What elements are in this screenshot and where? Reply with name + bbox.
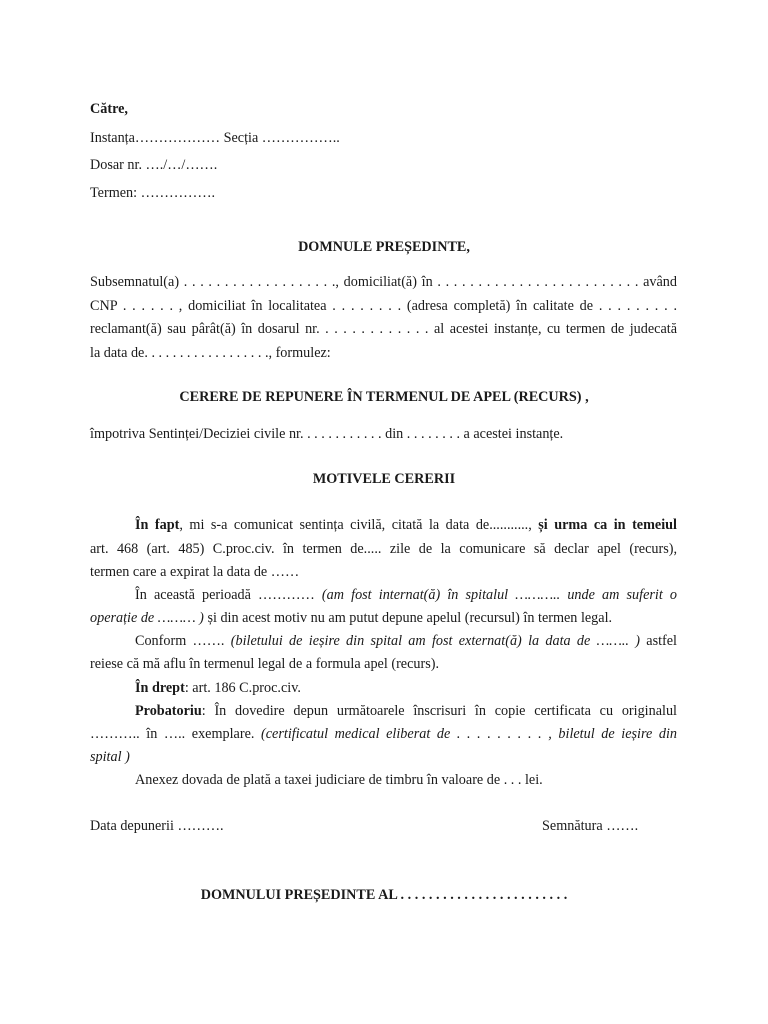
period-text-2: și din acest motiv nu am putut depune apelul (recursul) în termen legal. xyxy=(203,610,613,626)
according-italic: (biletului de ieșire din spital am fost externat(ă) la data de …….. ) xyxy=(230,633,640,649)
closing-address: DOMNULUI PREȘEDINTE AL . . . . . . . . . . . . . . . . . . . . . . . . xyxy=(200,887,568,903)
facts-line-1 xyxy=(135,518,677,532)
evidence-italic-1: (certificatul medical eliberat de . . . . . . . . . , biletul de ieșire din xyxy=(261,726,677,742)
facts-line-2: art. 468 (art. 485) C.proc.civ. în termen de..... zile de la comunicare să declar apel (recurs), xyxy=(90,541,677,557)
evidence-line-3: spital ) xyxy=(90,749,130,765)
evidence-text-2: ……….. în ….. exemplare. xyxy=(90,726,262,742)
court-section-line: Instanța……………… Secția …………….. xyxy=(90,130,340,146)
legal-basis-text: : art. 186 C.proc.civ. xyxy=(184,680,301,696)
period-line-2 xyxy=(90,611,612,625)
legal-basis-label: În drept xyxy=(135,680,185,696)
according-text-2: astfel xyxy=(639,633,677,649)
fee-line: Anexez dovada de plată a taxei judiciare de timbru în valoare de . . . lei. xyxy=(135,772,543,788)
legal-basis-line xyxy=(135,681,301,695)
intro-line-2: CNP . . . . . . , domiciliat în localitatea . . . . . . . . (adresa completă) în calitate de . . . . . . . . . xyxy=(90,298,677,314)
request-title: CERERE DE REPUNERE ÎN TERMENUL DE APEL (RECURS) , xyxy=(179,389,589,405)
facts-line-3: termen care a expirat la data de …… xyxy=(90,564,300,580)
period-italic-1: (am fost internat(ă) în spitalul ……….. unde am suferit o xyxy=(321,587,678,603)
filing-date: Data depunerii ………. xyxy=(90,818,224,834)
address-title: DOMNULE PREȘEDINTE, xyxy=(298,239,470,255)
facts-bold-text: și urma ca in temeiul xyxy=(538,517,677,533)
against-line: împotriva Sentinței/Deciziei civile nr. . . . . . . . . . . . din . . . . . . . . a acestei instanțe. xyxy=(90,426,564,442)
signature-line: Semnătura ……. xyxy=(542,818,639,834)
evidence-line-2 xyxy=(90,727,677,741)
facts-label: În fapt xyxy=(135,517,180,533)
evidence-label: Probatoriu xyxy=(135,703,202,719)
hearing-date-line: Termen: ……………. xyxy=(90,185,216,201)
facts-text: , mi s-a comunicat sentința civilă, citată la data de..........., xyxy=(179,517,539,533)
intro-line-4: la data de. . . . . . . . . . . . . . . . . ., formulez: xyxy=(90,345,331,361)
recipient-label: Către, xyxy=(90,101,128,117)
intro-line-3: reclamant(ă) sau pârât(ă) în dosarul nr. . . . . . . . . . . . . al acestei instanțe, cu termen de judecată xyxy=(90,321,677,337)
period-text: În această perioadă ………… xyxy=(135,587,322,603)
according-text: Conform ……. xyxy=(135,633,231,649)
intro-line-1: Subsemnatul(a) . . . . . . . . . . . . . . . . . . ., domiciliat(ă) în . . . . . . . . . . . . . . . . . . . . . . . . . având xyxy=(90,274,677,290)
period-line-1 xyxy=(135,588,677,602)
according-line-2: reiese că mă aflu în termenul legal de a formula apel (recurs). xyxy=(90,656,439,672)
according-line-1 xyxy=(135,634,677,648)
case-number-line: Dosar nr. …./…/……. xyxy=(90,157,218,173)
motives-title: MOTIVELE CERERII xyxy=(312,471,456,487)
evidence-text: : În dovedire depun următoarele înscrisuri în copie certificata cu originalul xyxy=(201,703,677,719)
evidence-line-1 xyxy=(135,704,677,718)
period-italic-2: operație de ……… ) xyxy=(90,610,204,626)
